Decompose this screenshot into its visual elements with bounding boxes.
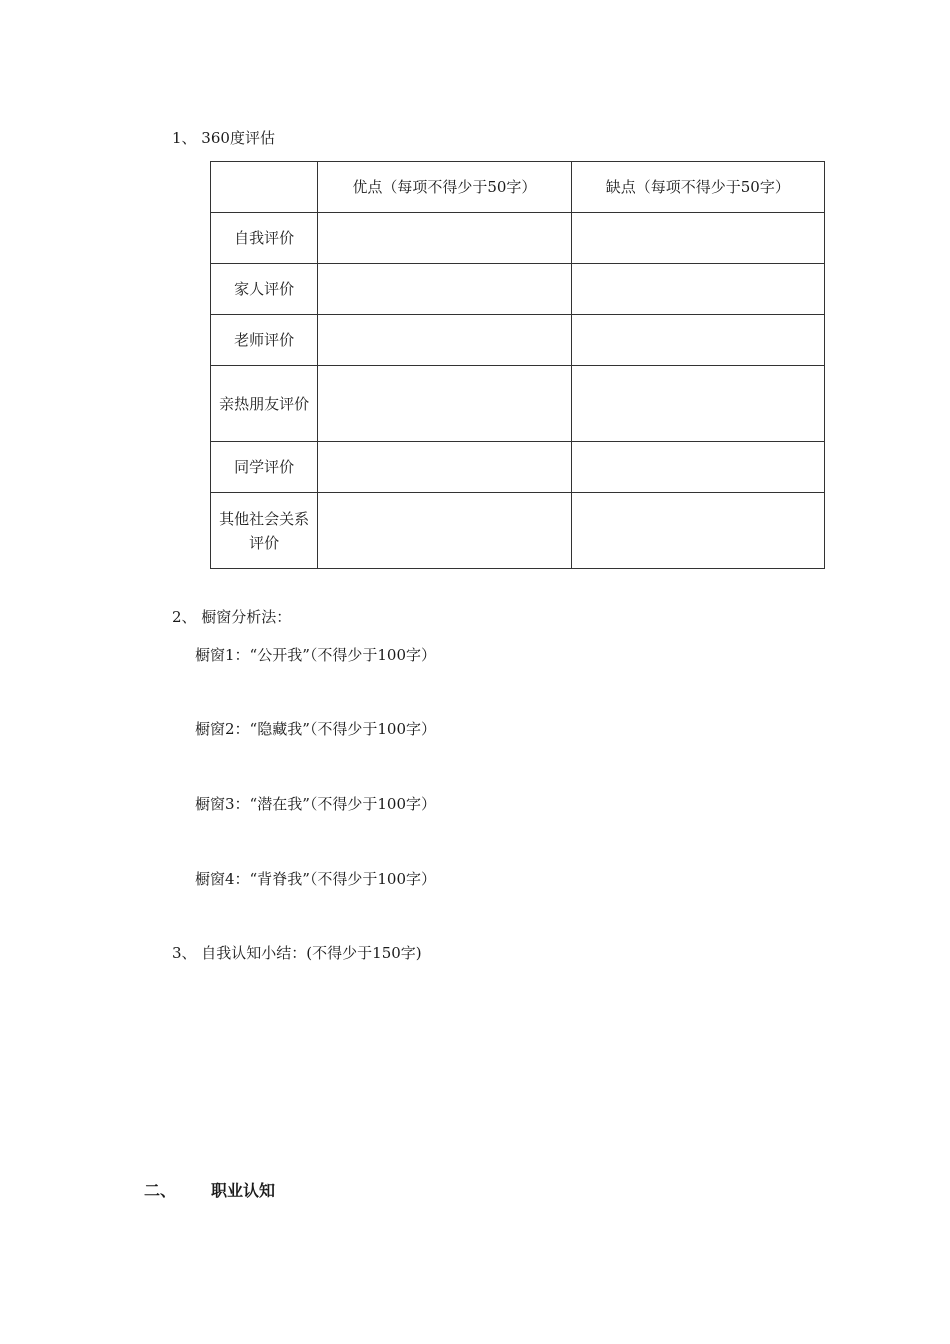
row-label: 同学评价	[211, 442, 318, 493]
weaknesses-cell[interactable]	[571, 213, 824, 264]
section-self-summary-heading: 3、 自我认知小结：(不得少于150字)	[172, 944, 422, 962]
header-cell-weaknesses: 缺点（每项不得少于50字）	[571, 162, 824, 213]
strengths-cell[interactable]	[318, 213, 571, 264]
chapter-number: 二、	[144, 1181, 177, 1200]
section-360-heading: 1、 360度评估	[172, 129, 275, 147]
window-item-open-self: 橱窗1：“公开我”（不得少于100字）	[195, 646, 437, 664]
window-item-blind-self: 橱窗4：“背脊我”（不得少于100字）	[195, 870, 437, 888]
strengths-cell[interactable]	[318, 315, 571, 366]
table-header-row	[211, 162, 825, 213]
table-row	[211, 213, 825, 264]
strengths-cell[interactable]	[318, 366, 571, 442]
row-label: 亲热朋友评价	[211, 366, 318, 442]
header-cell-blank	[211, 162, 318, 213]
strengths-cell[interactable]	[318, 264, 571, 315]
window-item-potential-self: 橱窗3：“潜在我”（不得少于100字）	[195, 795, 437, 813]
row-label: 老师评价	[211, 315, 318, 366]
row-label: 自我评价	[211, 213, 318, 264]
table-row	[211, 264, 825, 315]
header-cell-strengths: 优点（每项不得少于50字）	[318, 162, 571, 213]
table-row	[211, 366, 825, 442]
strengths-cell[interactable]	[318, 442, 571, 493]
window-item-hidden-self: 橱窗2：“隐藏我”（不得少于100字）	[195, 720, 437, 738]
row-label: 其他社会关系评价	[211, 493, 318, 569]
table-row	[211, 442, 825, 493]
strengths-cell[interactable]	[318, 493, 571, 569]
weaknesses-cell[interactable]	[571, 493, 824, 569]
weaknesses-cell[interactable]	[571, 442, 824, 493]
section-window-analysis-heading: 2、 橱窗分析法：	[172, 608, 292, 626]
chapter-title: 职业认知	[211, 1181, 276, 1200]
evaluation-table	[210, 161, 825, 569]
table-row	[211, 315, 825, 366]
weaknesses-cell[interactable]	[571, 366, 824, 442]
weaknesses-cell[interactable]	[571, 264, 824, 315]
row-label: 家人评价	[211, 264, 318, 315]
table-row	[211, 493, 825, 569]
weaknesses-cell[interactable]	[571, 315, 824, 366]
